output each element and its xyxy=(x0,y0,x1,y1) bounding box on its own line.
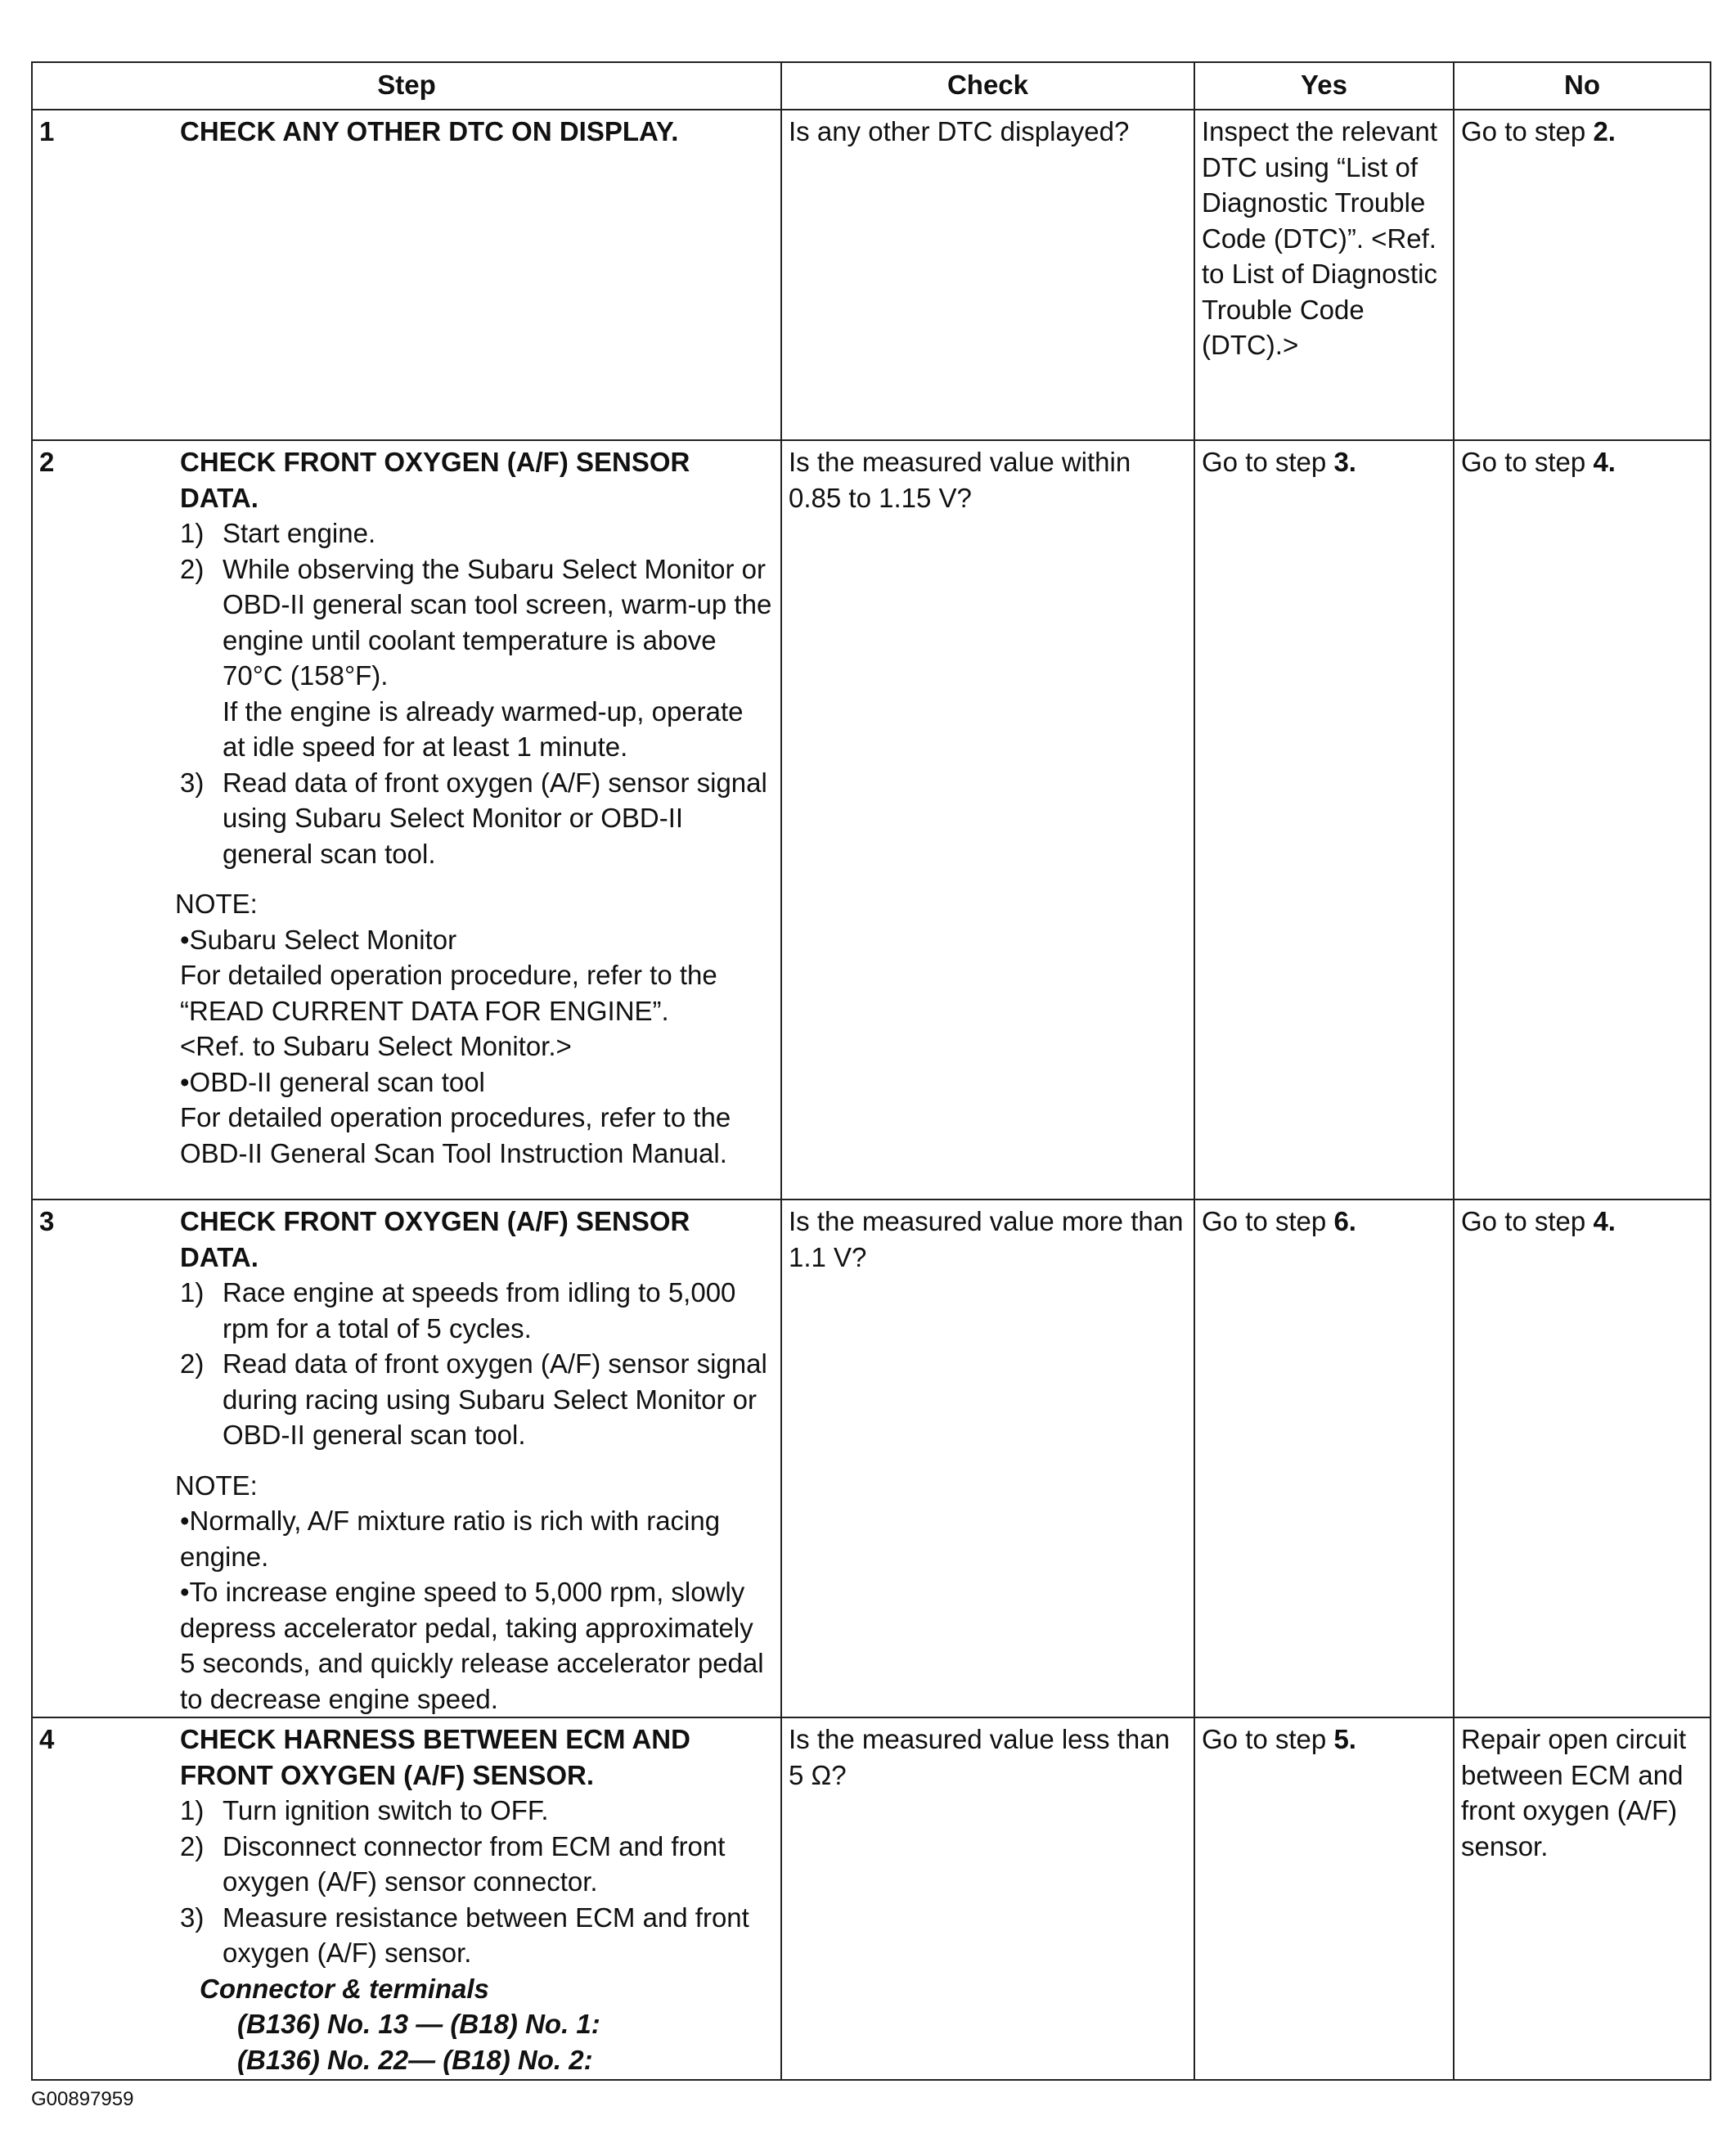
yes-text: Go to step xyxy=(1202,1206,1334,1236)
procedure-item xyxy=(180,515,772,551)
procedure-text: Race engine at speeds from idling to 5,000 rpm for a total of 5 cycles. xyxy=(223,1277,736,1344)
procedure-item xyxy=(180,1900,772,1971)
note-line: •To increase engine speed to 5,000 rpm, slowly depress accelerator pedal, taking approximately 5 seconds, and quickly release accelerator pedal to decrease engine speed. xyxy=(180,1577,764,1714)
procedure-text xyxy=(223,551,772,765)
step-number: 4 xyxy=(39,1724,55,1754)
procedure-text-extra: If the engine is already warmed-up, operate at idle speed for at least 1 minute. xyxy=(223,695,744,762)
connector-terminal-line: (B136) No. 13 — (B18) No. 1: xyxy=(237,2009,600,2039)
step-cell xyxy=(32,110,781,440)
table-row xyxy=(32,110,1711,440)
note-line: For detailed operation procedure, refer to the “READ CURRENT DATA FOR ENGINE”. xyxy=(180,960,717,1026)
procedure-number: 1) xyxy=(180,1277,205,1308)
procedure-number: 3) xyxy=(180,767,205,798)
header-yes: Yes xyxy=(1194,62,1454,110)
yes-cell: Inspect the relevant DTC using “List of Diagnostic Trouble Code (DTC)”. <Ref. to List of Diagnostic Trouble Code (DTC).> xyxy=(1194,110,1454,440)
no-text: Go to step xyxy=(1461,447,1594,477)
step-cell xyxy=(32,1200,781,1717)
figure-code: G00897959 xyxy=(31,2088,134,2110)
note-line: •OBD-II general scan tool xyxy=(180,1066,485,1097)
no-cell: Repair open circuit between ECM and front oxygen (A/F) sensor. xyxy=(1454,1717,1711,2080)
note-line: •Normally, A/F mixture ratio is rich with racing engine. xyxy=(180,1506,721,1572)
step-number: 2 xyxy=(39,447,55,477)
procedure-number: 2) xyxy=(180,1830,205,1861)
note-heading: NOTE: xyxy=(175,1470,258,1501)
procedure-number: 1) xyxy=(180,518,205,548)
procedure-list xyxy=(180,1275,772,1453)
yes-text: Go to step xyxy=(1202,447,1334,477)
procedure-item xyxy=(180,765,772,872)
note-heading: NOTE: xyxy=(175,889,258,919)
procedure-list xyxy=(180,515,772,871)
header-step: Step xyxy=(32,62,781,110)
no-cell xyxy=(1454,1200,1711,1717)
procedure-text: Measure resistance between ECM and front oxygen (A/F) sensor. xyxy=(223,1902,749,1968)
yes-step-ref: 5. xyxy=(1333,1724,1356,1754)
yes-cell xyxy=(1194,1717,1454,2080)
header-row xyxy=(32,62,1711,110)
check-cell: Is the measured value less than 5 Ω? xyxy=(781,1717,1194,2080)
step-title: CHECK FRONT OXYGEN (A/F) SENSOR DATA. xyxy=(180,447,690,513)
procedure-item xyxy=(180,1346,772,1453)
table-row xyxy=(32,440,1711,1200)
procedure-list xyxy=(180,1793,772,1971)
procedure-item xyxy=(180,551,772,765)
procedure-item xyxy=(180,1829,772,1900)
step-cell xyxy=(32,1717,781,2080)
table-row xyxy=(32,1717,1711,2080)
procedure-text: Read data of front oxygen (A/F) sensor signal during racing using Subaru Select Monitor or OBD-II general scan tool. xyxy=(223,1348,767,1450)
procedure-text: Read data of front oxygen (A/F) sensor signal using Subaru Select Monitor or OBD-II general scan tool. xyxy=(223,767,767,869)
no-step-ref: 2. xyxy=(1593,116,1616,146)
header-check: Check xyxy=(781,62,1194,110)
procedure-item xyxy=(180,1275,772,1346)
step-number: 1 xyxy=(39,116,55,146)
step-number: 3 xyxy=(39,1206,55,1236)
connector-heading: Connector & terminals xyxy=(200,1973,489,2004)
step-title: CHECK FRONT OXYGEN (A/F) SENSOR DATA. xyxy=(180,1206,690,1272)
header-no: No xyxy=(1454,62,1711,110)
note-line: <Ref. to Subaru Select Monitor.> xyxy=(180,1031,572,1061)
note-line: For detailed operation procedures, refer to the OBD-II General Scan Tool Instruction Manual. xyxy=(180,1102,731,1168)
yes-step-ref: 3. xyxy=(1333,447,1356,477)
procedure-number: 2) xyxy=(180,553,205,584)
procedure-text-main: While observing the Subaru Select Monitor or OBD-II general scan tool screen, warm-up the engine until coolant temperature is above 70°C (158°F). xyxy=(223,553,772,691)
yes-cell xyxy=(1194,440,1454,1200)
check-cell: Is the measured value more than 1.1 V? xyxy=(781,1200,1194,1717)
no-step-ref: 4. xyxy=(1593,447,1616,477)
step-title: CHECK ANY OTHER DTC ON DISPLAY. xyxy=(180,116,679,146)
connector-terminal-line: (B136) No. 22— (B18) No. 2: xyxy=(237,2044,593,2075)
step-cell xyxy=(32,440,781,1200)
procedure-number: 3) xyxy=(180,1902,205,1933)
diagnostic-table xyxy=(31,61,1711,2081)
no-cell xyxy=(1454,440,1711,1200)
procedure-text: Disconnect connector from ECM and front oxygen (A/F) sensor connector. xyxy=(223,1830,726,1897)
procedure-item xyxy=(180,1793,772,1829)
procedure-number: 2) xyxy=(180,1348,205,1379)
yes-cell xyxy=(1194,1200,1454,1717)
procedure-number: 1) xyxy=(180,1795,205,1825)
table-row xyxy=(32,1200,1711,1717)
no-cell xyxy=(1454,110,1711,440)
procedure-text: Start engine. xyxy=(223,518,376,548)
yes-step-ref: 6. xyxy=(1333,1206,1356,1236)
note-line: •Subaru Select Monitor xyxy=(180,924,457,955)
step-title: CHECK HARNESS BETWEEN ECM AND FRONT OXYGEN (A/F) SENSOR. xyxy=(180,1724,690,1790)
procedure-text: Turn ignition switch to OFF. xyxy=(223,1795,549,1825)
check-cell: Is any other DTC displayed? xyxy=(781,110,1194,440)
yes-text: Go to step xyxy=(1202,1724,1334,1754)
check-cell: Is the measured value within 0.85 to 1.15 V? xyxy=(781,440,1194,1200)
no-step-ref: 4. xyxy=(1593,1206,1616,1236)
no-text: Go to step xyxy=(1461,116,1594,146)
no-text: Go to step xyxy=(1461,1206,1594,1236)
